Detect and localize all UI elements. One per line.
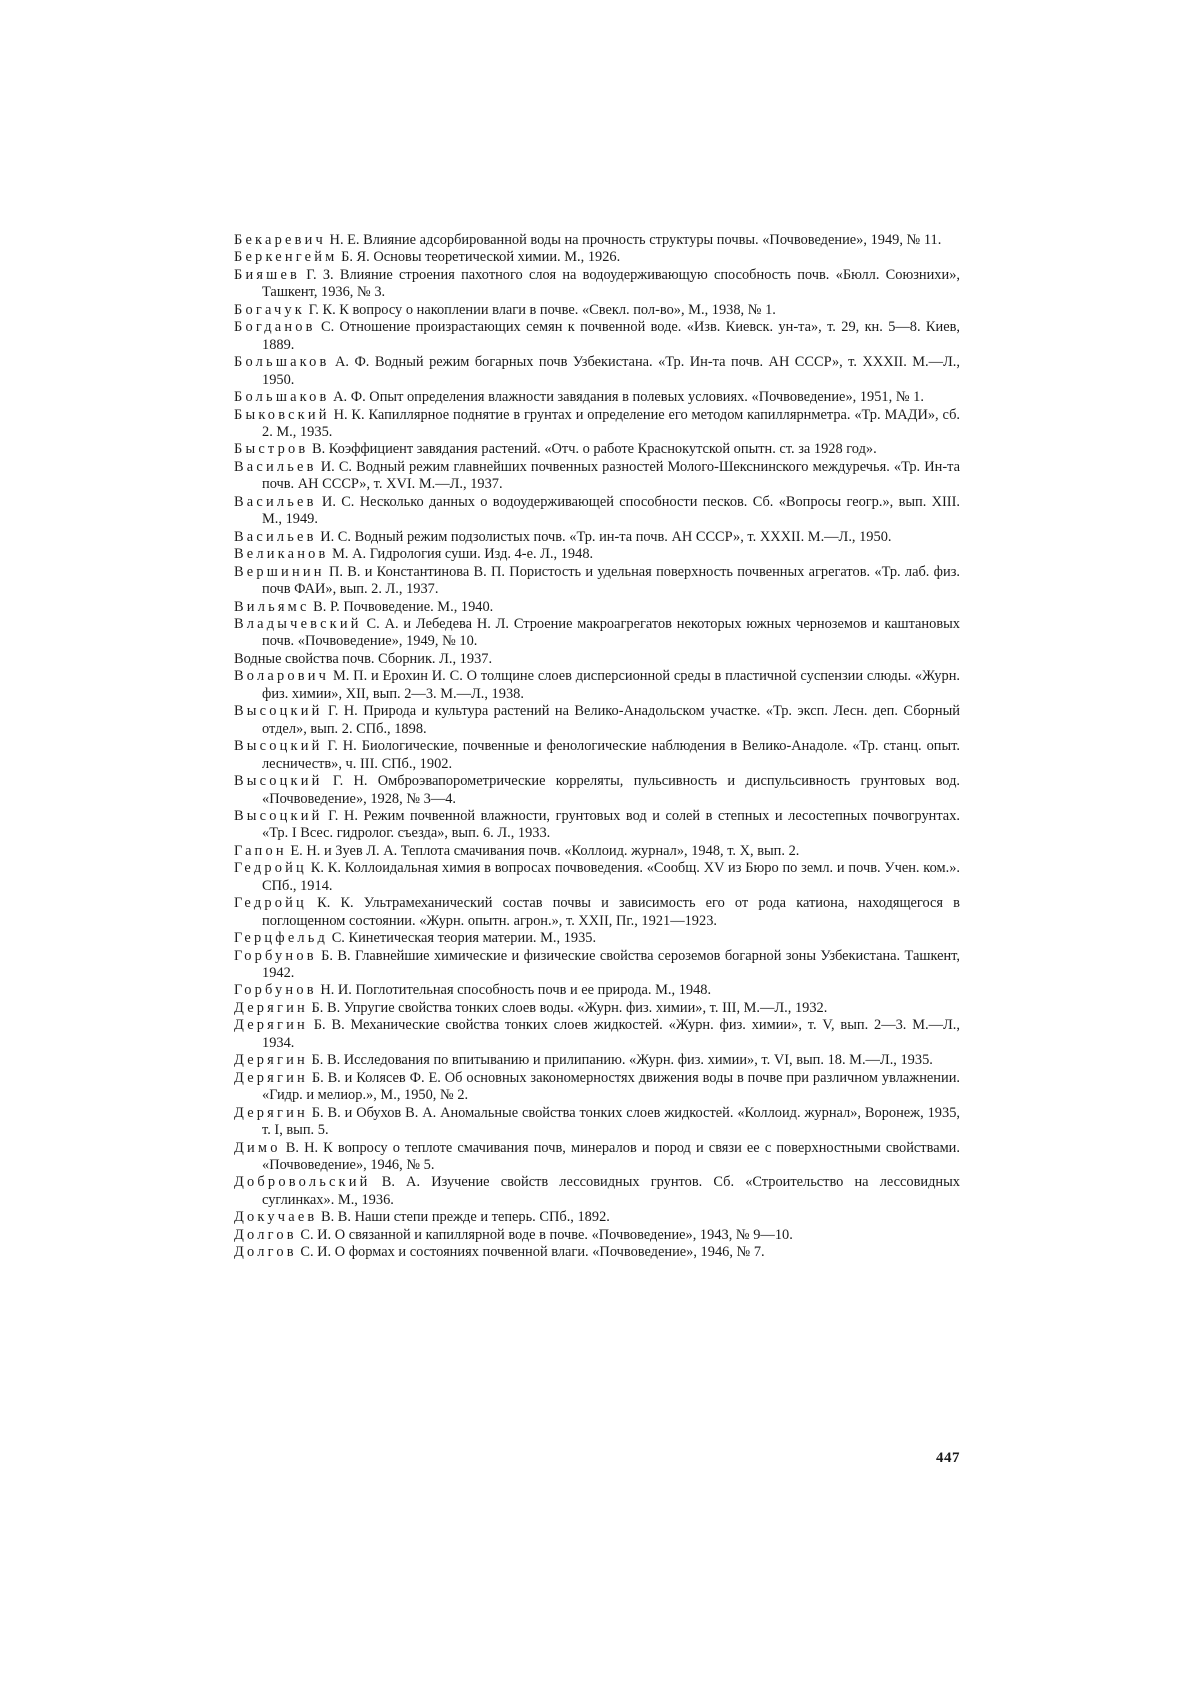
bibliography-list — [234, 232, 960, 1262]
entry-text: Б. В. и Колясев Ф. Е. Об основных закономерностях движения воды в почве при различном увлажнении. «Гидр. и мелиор.», М., 1950, № 2. — [262, 1069, 960, 1104]
bibliography-entry — [234, 389, 960, 406]
entry-author: Долгов — [234, 1226, 297, 1243]
entry-text: К. К. Ультрамеханический состав почвы и зависимость его от рода катиона, находящегося в поглощенном состоянии. «Журн. опытн. агрон.», т. XXII, Пг., 1921—1923. — [262, 895, 960, 929]
entry-text: Н. Е. Влияние адсорбированной воды на прочность структуры почвы. «Почвоведение», 1949, № 11. — [329, 232, 942, 248]
bibliography-entry — [234, 1209, 960, 1226]
entry-text: В. А. Изучение свойств лессовидных грунтов. Сб. «Строительство на лессовидных суглинках». М., 1936. — [262, 1174, 960, 1208]
entry-text: Н. И. Поглотительная способность почв и ее природа. М., 1948. — [320, 982, 712, 999]
page-number: 447 — [936, 1450, 960, 1466]
bibliography-entry — [234, 354, 960, 389]
entry-author: Дерягин — [234, 1017, 308, 1034]
entry-author: Владычевский — [234, 615, 362, 632]
entry-text: С. А. и Лебедева Н. Л. Строение макроагрегатов некоторых южных черноземов и каштановых почв. «Почвоведение», 1949, № 10. — [262, 615, 960, 650]
entry-author: Дерягин — [234, 1052, 308, 1069]
entry-author: Гапон — [234, 842, 287, 859]
entry-text: Е. Н. и Зуев Л. А. Теплота смачивания почв. «Коллоид. журнал», 1948, т. X, вып. 2. — [290, 842, 800, 859]
entry-author: Быстров — [234, 441, 309, 458]
entry-text: В. Коэффициент завядания растений. «Отч. о работе Краснокутской опытн. ст. за 1928 год». — [311, 441, 877, 458]
bibliography-entry — [234, 1174, 960, 1209]
entry-text: А. Ф. Опыт определения влажности завядания в полевых условиях. «Почвоведение», 1951, № 1. — [333, 389, 924, 406]
bibliography-entry — [234, 948, 960, 983]
bibliography-entry — [234, 546, 960, 563]
entry-text: Б. В. Упругие свойства тонких слоев воды. «Журн. физ. химии», т. III, М.—Л., 1932. — [311, 999, 828, 1016]
entry-text: С. Кинетическая теория материи. М., 1935. — [331, 930, 597, 947]
entry-text: Б. В. Исследования по впитыванию и прилипанию. «Журн. физ. химии», т. VI, вып. 18. М.—Л., 1935. — [311, 1052, 933, 1069]
entry-text: Г. К. К вопросу о накоплении влаги в почве. «Свекл. пол-во», М., 1938, № 1. — [308, 301, 776, 318]
bibliography-entry — [234, 302, 960, 319]
entry-text: Г. Н. Режим почвенной влажности, грунтовых вод и солей в степных и лесостепных почвогрунтах. «Тр. I Всес. гидролог. съезда», вып. 6. Л., 1933. — [262, 807, 960, 842]
entry-author: Большаков — [234, 389, 330, 406]
bibliography-entry — [234, 616, 960, 651]
bibliography-entry — [234, 564, 960, 599]
bibliography-entry — [234, 1140, 960, 1175]
bibliography-entry — [234, 459, 960, 494]
entry-text: Н. К. Капиллярное поднятие в грунтах и определение его методом капиллярнметра. «Тр. МАДИ», сб. 2. М., 1935. — [262, 406, 960, 440]
entry-text: Б. В. Главнейшие химические и физические свойства сероземов богарной зоны Узбекистана. Ташкент, 1942. — [262, 947, 960, 982]
entry-text: В. Н. К вопросу о теплоте смачивания почв, минералов и пород и связи ее с поверхностными свойствами. «Почвоведение», 1946, № 5. — [262, 1139, 960, 1174]
entry-author: Вильямс — [234, 598, 310, 615]
entry-text: Г. Н. Биологические, почвенные и фенологические наблюдения в Велико-Анадоле. «Тр. станц. опыт. лесничеств», ч. III. СПб., 1902. — [262, 738, 960, 772]
entry-text: И. С. Водный режим главнейших почвенных разностей Молого-Шекснинского междуречья. «Тр. Ин-та почв. АН СССР», т. XVI. М.—Л., 1937. — [262, 458, 960, 493]
bibliography-entry — [234, 267, 960, 302]
entry-text: С. И. О формах и состояниях почвенной влаги. «Почвоведение», 1946, № 7. — [300, 1244, 765, 1261]
bibliography-entry — [234, 529, 960, 546]
entry-text: Б. Я. Основы теоретической химии. М., 1926. — [341, 249, 621, 266]
entry-author: Быковский — [234, 406, 330, 423]
bibliography-entry — [234, 319, 960, 354]
entry-author: Васильев — [234, 458, 317, 475]
entry-text: И. С. Несколько данных о водоудерживающей способности песков. Сб. «Вопросы геогр.», вып. XIII. М., 1949. — [262, 493, 960, 528]
entry-author: Добровольский — [234, 1174, 371, 1191]
entry-text: К. К. Коллоидальная химия в вопросах почвоведения. «Сообщ. XV из Бюро по земл. и почв. Учен. ком.». СПб., 1914. — [262, 860, 960, 894]
entry-author: Богданов — [234, 319, 316, 336]
entry-author: Вершинин — [234, 563, 325, 580]
entry-author: Долгов — [234, 1244, 297, 1261]
entry-author: Богачук — [234, 301, 305, 318]
bibliography-entry — [234, 494, 960, 529]
entry-author: Гедройц — [234, 895, 307, 912]
entry-text: С. Отношение произрастающих семян к почвенной воде. «Изв. Киевск. ун-та», т. 29, кн. 5—8. Киев, 1889. — [262, 319, 960, 353]
bibliography-entry — [234, 1000, 960, 1017]
entry-text: Г. Н. Природа и культура растений на Велико-Анадольском участке. «Тр. эксп. Лесн. деп. Сборный отдел», вып. 2. СПб., 1898. — [262, 703, 960, 737]
entry-text: Водные свойства почв. Сборник. Л., 1937. — [234, 650, 493, 667]
entry-author: Дерягин — [234, 1069, 308, 1086]
entry-text: Г. З. Влияние строения пахотного слоя на водоудерживающую способность почв. «Бюлл. Союзнихи», Ташкент, 1936, № 3. — [262, 266, 960, 301]
entry-author: Горбунов — [234, 947, 317, 964]
entry-author: Горбунов — [234, 982, 317, 999]
bibliography-entry — [234, 1105, 960, 1140]
bibliography-entry — [234, 982, 960, 999]
entry-text: В. Р. Почвоведение. М., 1940. — [313, 598, 494, 615]
entry-text: Г. Н. Омброэвапорометрические корреляты, пульсивность и диспульсивность грунтовых вод. «Почвоведение», 1928, № 3—4. — [262, 773, 960, 807]
entry-author: Великанов — [234, 546, 329, 563]
entry-text: П. В. и Константинова В. П. Пористость и удельная поверхность почвенных агрегатов. «Тр. лаб. физ. почв ФАИ», вып. 2. Л., 1937. — [262, 563, 960, 598]
entry-author: Докучаев — [234, 1209, 318, 1226]
bibliography-entry — [234, 738, 960, 773]
bibliography-entry — [234, 703, 960, 738]
bibliography-entry — [234, 843, 960, 860]
entry-author: Дерягин — [234, 999, 308, 1016]
entry-author: Высоцкий — [234, 703, 323, 720]
entry-author: Беркенгейм — [234, 249, 338, 266]
entry-author: Дерягин — [234, 1104, 308, 1121]
bibliography-entry — [234, 1070, 960, 1105]
entry-author: Герцфельд — [234, 930, 329, 947]
entry-text: М. П. и Ерохин И. С. О толщине слоев дисперсионной среды в пластичной суспензии слюды. «Журн. физ. химии», XII, вып. 2—3. М.—Л., 1938. — [262, 668, 960, 702]
entry-author: Воларович — [234, 668, 330, 685]
entry-author: Высоцкий — [234, 807, 323, 824]
entry-author: Бияшев — [234, 266, 301, 283]
bibliography-entry — [234, 407, 960, 442]
bibliography-entry — [234, 1244, 960, 1261]
bibliography-entry — [234, 773, 960, 808]
entry-author: Высоцкий — [234, 773, 323, 790]
bibliography-entry — [234, 930, 960, 947]
entry-text: А. Ф. Водный режим богарных почв Узбекистана. «Тр. Ин-та почв. АН СССР», т. XXXII. М.—Л., 1950. — [262, 354, 960, 388]
entry-author: Димо — [234, 1139, 281, 1156]
bibliography-entry — [234, 249, 960, 266]
entry-author: Васильев — [234, 493, 317, 510]
entry-text: Б. В. Механические свойства тонких слоев жидкостей. «Журн. физ. химии», т. V, вып. 2—3. М.—Л., 1934. — [262, 1017, 960, 1051]
bibliography-entry — [234, 599, 960, 616]
entry-author: Васильев — [234, 528, 317, 545]
bibliography-entry — [234, 651, 960, 668]
entry-author: Высоцкий — [234, 738, 323, 755]
bibliography-entry — [234, 895, 960, 930]
entry-text: В. В. Наши степи прежде и теперь. СПб., 1892. — [321, 1209, 610, 1226]
bibliography-entry — [234, 441, 960, 458]
bibliography-entry — [234, 232, 960, 249]
entry-text: И. С. Водный режим подзолистых почв. «Тр. ин-та почв. АН СССР», т. XXXII. М.—Л., 1950. — [320, 528, 892, 545]
entry-text: Б. В. и Обухов В. А. Аномальные свойства тонких слоев жидкостей. «Коллоид. журнал», Воронеж, 1935, т. I, вып. 5. — [262, 1104, 960, 1139]
entry-author: Гедройц — [234, 860, 307, 877]
entry-text: С. И. О связанной и капиллярной воде в почве. «Почвоведение», 1943, № 9—10. — [300, 1226, 793, 1243]
entry-author: Бекаревич — [234, 232, 326, 248]
bibliography-entry — [234, 1017, 960, 1052]
entry-text: М. А. Гидрология суши. Изд. 4-е. Л., 1948. — [332, 546, 594, 563]
bibliography-entry — [234, 668, 960, 703]
bibliography-entry — [234, 860, 960, 895]
bibliography-entry — [234, 1227, 960, 1244]
entry-author: Большаков — [234, 354, 330, 371]
bibliography-entry — [234, 1052, 960, 1069]
bibliography-entry — [234, 808, 960, 843]
